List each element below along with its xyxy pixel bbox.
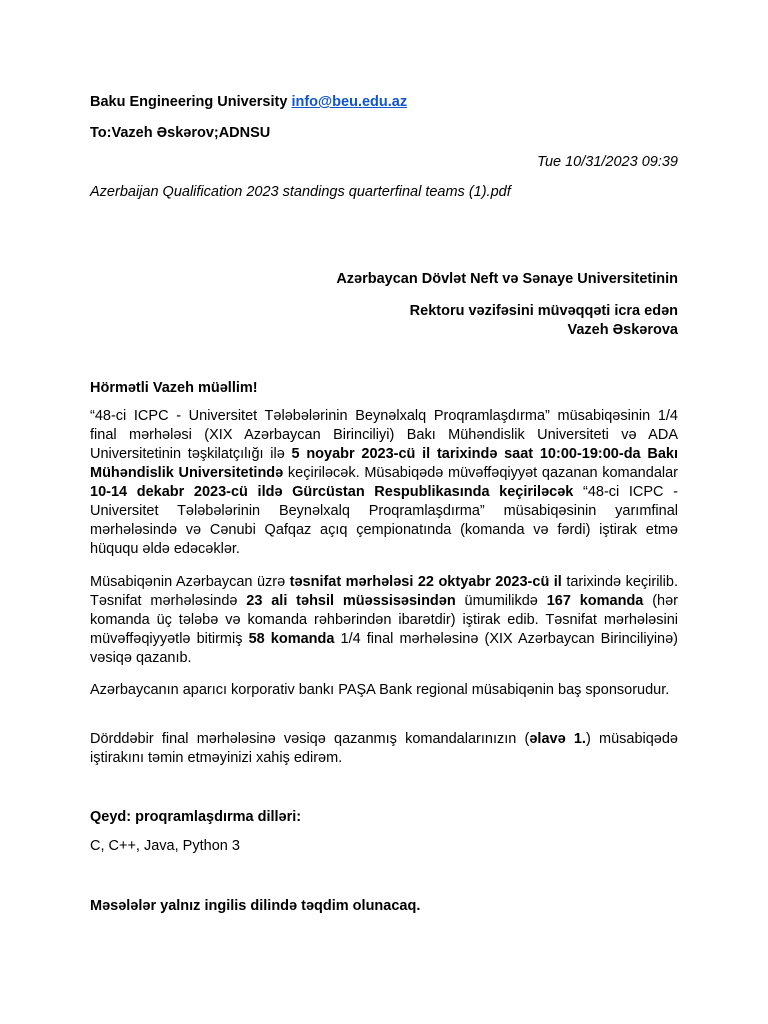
p2-text-5: 1/4 final mərhələsinə (XIX Azərbaycan Birinciliyinə) vəsiqə qazanıb. bbox=[90, 631, 678, 666]
p4-text-2: ) müsabiqədə iştirakını təmin etməyinizi xahiş edirəm. bbox=[90, 731, 678, 766]
p2-bold-1: təsnifat mərhələsi 22 oktyabr 2023-cü il bbox=[289, 574, 562, 590]
p4-bold-1: əlavə 1. bbox=[529, 731, 586, 747]
p2-text-2: tarixində keçirilib. Təsnifat mərhələsində bbox=[90, 574, 678, 609]
languages-list: C, C++, Java, Python 3 bbox=[90, 838, 240, 854]
p2-text-4: (hər komanda üç tələbə və komanda rəhbərindən ibarətdir) iştirak edib. Təsnifat mərhələsini müvəffəqiyyətlə bitirmiş bbox=[90, 593, 678, 647]
address-line-2: Rektoru vəzifəsini müvəqqəti icra edən bbox=[409, 303, 678, 319]
p1-text-3: “48-ci ICPC - Universitet Tələbələrinin Beynəlxalq Proqramlaşdırma” müsabiqəsinin yarımfinal mərhələsində və Cənubi Qafqaz açıq çempionatında (komanda və fərdi) iştirak etmə hüququ əldə edəcəklər. bbox=[90, 484, 678, 557]
paragraph-2 bbox=[90, 573, 678, 668]
timestamp: Tue 10/31/2023 09:39 bbox=[537, 154, 678, 170]
greeting: Hörmətli Vazeh müəllim! bbox=[90, 380, 258, 396]
p2-bold-2: 23 ali təhsil müəssisəsindən bbox=[246, 593, 456, 609]
p2-bold-3: 167 komanda bbox=[546, 593, 644, 609]
p2-text-3: ümumilikdə bbox=[455, 593, 547, 609]
note-label: Qeyd: proqramlaşdırma dilləri: bbox=[90, 809, 302, 825]
p4-text-1: Dörddəbir final mərhələsinə vəsiqə qazanmış komandalarınızın ( bbox=[90, 731, 530, 747]
paragraph-3: Azərbaycanın aparıcı korporativ bankı PAŞA Bank regional müsabiqənin baş sponsorudur. bbox=[90, 682, 670, 698]
address-line-1: Azərbaycan Dövlət Neft və Sənaye Universitetinin bbox=[336, 271, 678, 287]
p1-bold-1: 5 noyabr 2023-cü il tarixində saat 10:00-19:00-da Bakı Mühəndislik Universitetində bbox=[90, 446, 678, 481]
address-line-3: Vazeh Əskərova bbox=[567, 322, 678, 338]
p1-bold-2: 10-14 dekabr 2023-cü ildə Gürcüstan Respublikasında keçiriləcək bbox=[90, 484, 574, 500]
sender-line bbox=[90, 93, 678, 112]
paragraph-1 bbox=[90, 407, 678, 559]
p2-text-1: Müsabiqənin Azərbaycan üzrə bbox=[90, 574, 290, 590]
to-line: To:Vazeh Əskərov;ADNSU bbox=[90, 125, 271, 141]
p2-bold-4: 58 komanda bbox=[248, 631, 335, 647]
paragraph-4 bbox=[90, 730, 678, 768]
p1-text-2: keçiriləcək. Müsabiqədə müvəffəqiyyət qazanan komandalar bbox=[283, 465, 678, 481]
closing-statement: Məsələlər yalnız ingilis dilində təqdim olunacaq. bbox=[90, 898, 421, 914]
sender-email-link[interactable]: info@beu.edu.az bbox=[291, 94, 408, 110]
p1-text-1: “48-ci ICPC - Universitet Tələbələrinin Beynəlxalq Proqramlaşdırma” müsabiqəsinin 1/4 final mərhələsi (XIX Azərbaycan Birinciliyi) Bakı Mühəndislik Universiteti və ADA Universitetinin təşkilatçılığı ilə bbox=[90, 408, 678, 462]
sender-name: Baku Engineering University bbox=[90, 94, 288, 110]
attachment-name[interactable]: Azerbaijan Qualification 2023 standings quarterfinal teams (1).pdf bbox=[90, 184, 511, 200]
